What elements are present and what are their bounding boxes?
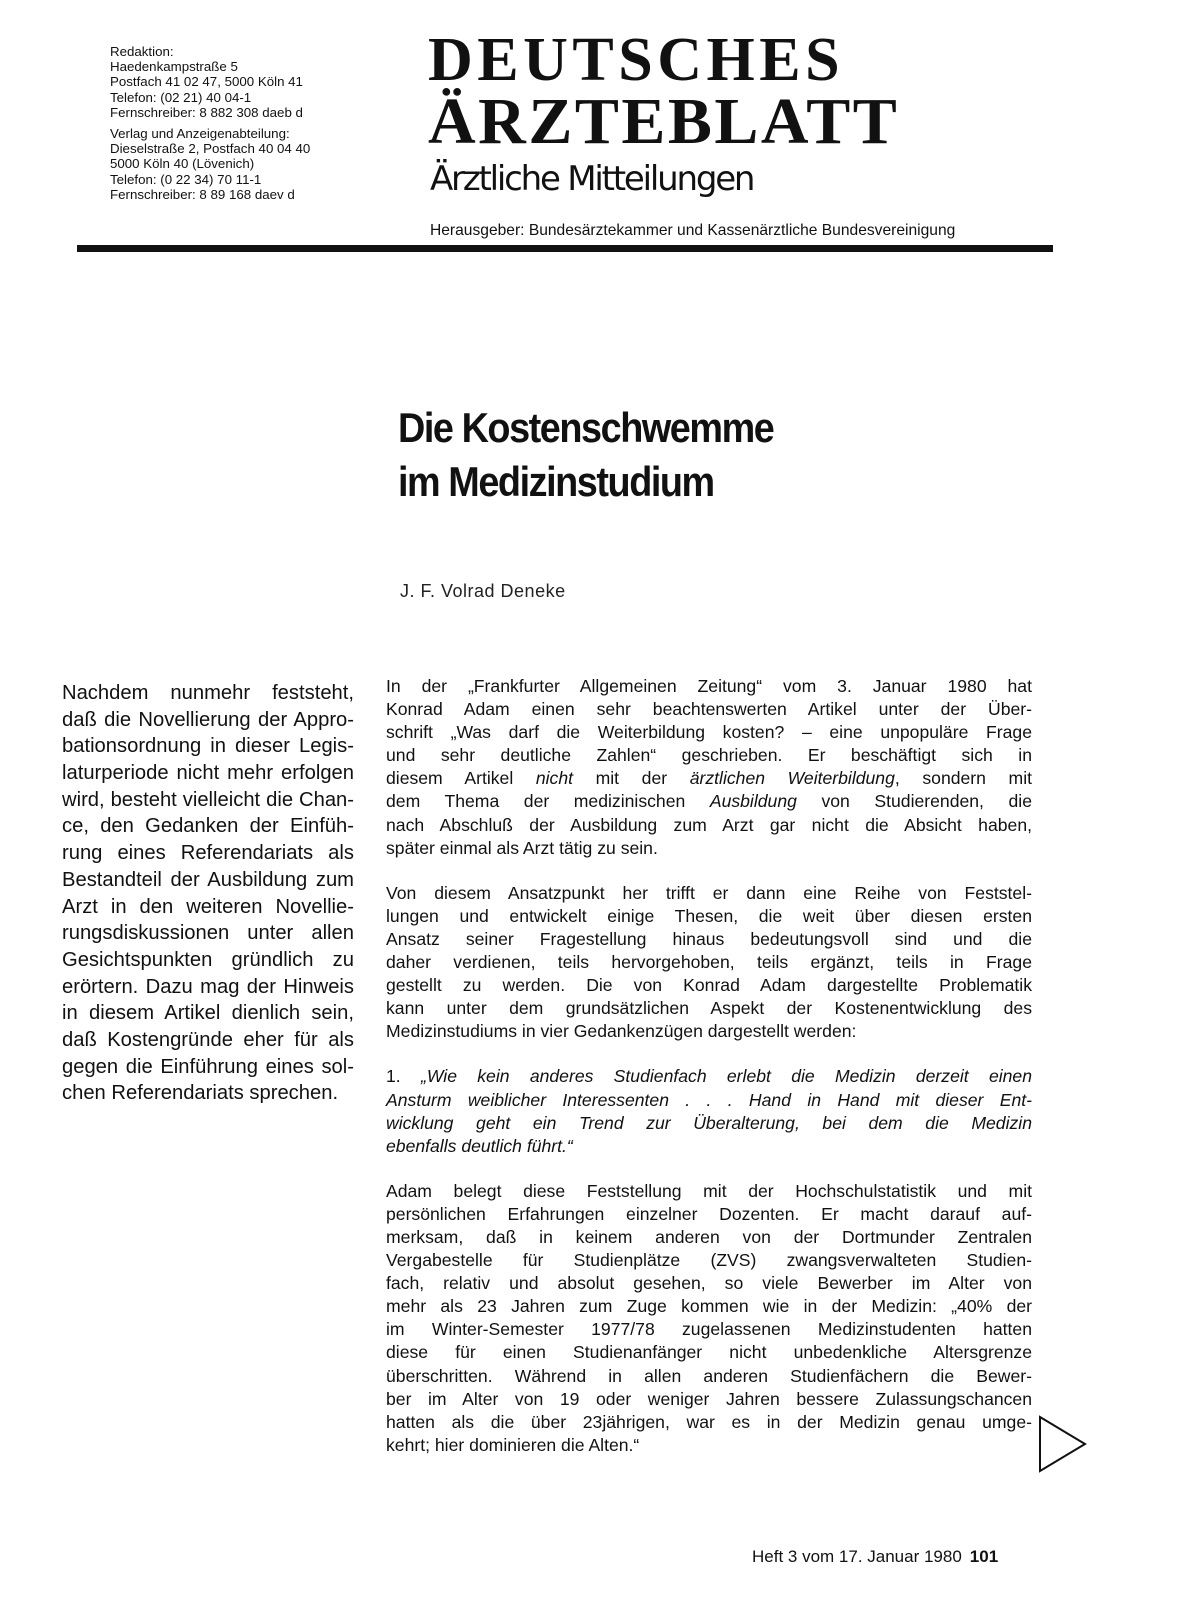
intro-line: erörtern. Dazu mag der Hinweis: [62, 975, 354, 998]
body-paragraph-2: [386, 882, 1032, 1044]
text-run: von Studierenden, die: [796, 791, 1032, 812]
body-line: Medizinstudiums in vier Gedankenzügen dargestellt werden:: [386, 1021, 857, 1042]
address-line: Fernschreiber: 8 882 308 daeb d: [110, 104, 303, 120]
page-footer: [752, 1547, 998, 1567]
body-line: später einmal als Arzt tätig zu sein.: [386, 837, 658, 858]
body-line: merksam, daß in keinem anderen von der Dortmunder Zentralen: [386, 1226, 1032, 1247]
intro-line: Bestandteil der Ausbildung zum: [62, 868, 354, 891]
article-intro: [62, 680, 354, 1107]
body-line: ber im Alter von 19 oder weniger Jahren bessere Zulassungschancen: [386, 1388, 1032, 1409]
address-line: Haedenkampstraße 5: [110, 59, 238, 75]
intro-line: Nachdem nunmehr feststeht,: [62, 682, 354, 704]
article-headline-line2: im Medizinstudium: [398, 458, 714, 505]
body-line: im Winter-Semester 1977/78 zugelassenen Medizinstudenten hatten: [386, 1319, 1032, 1340]
page-number: 101: [969, 1547, 999, 1566]
address-line: Telefon: (02 21) 40 04-1: [110, 89, 252, 105]
body-line: überschritten. Während in allen anderen Studienfächern die Bewer-: [386, 1365, 1032, 1386]
quote-line: [386, 1065, 1032, 1088]
body-line: Von diesem Ansatzpunkt her trifft er dann eine Reihe von Feststel-: [386, 882, 1032, 903]
address-line: Fernschreiber: 8 89 168 daev d: [110, 186, 295, 202]
text-run: , sondern mit: [894, 768, 1033, 789]
article-author: J. F. Volrad Deneke: [400, 581, 566, 601]
intro-line: rungsdiskussionen unter allen: [62, 922, 354, 945]
emphasis-text: nicht: [535, 768, 574, 789]
masthead-subtitle: Ärztliche Mitteilungen: [430, 159, 754, 199]
publishing-address: [110, 126, 410, 202]
emphasis-text: Ausbildung: [709, 791, 797, 812]
intro-line: ce, den Gedanken der Einfüh-: [62, 815, 354, 838]
body-quote: [386, 1065, 1032, 1157]
body-line: kann unter dem grundsätzlichen Aspekt der Kostenentwicklung des: [386, 998, 1032, 1019]
article-headline-line1: Die Kostenschwemme: [398, 404, 774, 451]
text-run: dem Thema der medizinischen: [386, 791, 710, 812]
intro-line: rung eines Referendariats als: [62, 842, 354, 865]
body-line: In der „Frankfurter Allgemeinen Zeitung“ vom 3. Januar 1980 hat: [386, 676, 1032, 696]
text-run: mit der: [573, 768, 690, 789]
body-line: [386, 790, 1032, 813]
intro-line: chen Referendariats sprechen.: [62, 1082, 339, 1105]
address-line: 5000 Köln 40 (Lövenich): [110, 156, 255, 172]
body-line: Ansatz seiner Fragestellung hinaus bedeutungsvoll sind und die: [386, 928, 1032, 949]
body-line: Adam belegt diese Feststellung mit der Hochschulstatistik und mit: [386, 1180, 1032, 1201]
address-line: Postfach 41 02 47, 5000 Köln 41: [110, 74, 303, 90]
intro-line: wird, besteht vielleicht die Chan-: [62, 788, 354, 811]
body-line: hatten als die über 23jährigen, war es in der Medizin genau umge-: [386, 1411, 1032, 1432]
issue-info: Heft 3 vom 17. Januar 1980: [752, 1547, 962, 1566]
address-line: Verlag und Anzeigenabteilung:: [110, 126, 290, 142]
article-body: [386, 675, 1032, 1457]
intro-line: laturperiode nicht mehr erfolgen: [62, 762, 354, 785]
body-paragraph-1: [386, 675, 1032, 860]
quote-line: Ansturm weiblicher Interessenten . . . Hand in Hand mit dieser Ent-: [386, 1089, 1032, 1110]
quote-line: wicklung geht ein Trend zur Überalterung, bei dem die Medizin: [386, 1112, 1032, 1133]
body-line: und sehr deutliche Zahlen“ geschrieben. Er beschäftigt sich in: [386, 745, 1032, 766]
intro-line: Gesichtspunkten gründlich zu: [62, 948, 354, 971]
body-line: [386, 767, 1032, 790]
text-run: diesem Artikel: [386, 768, 536, 789]
body-line: kehrt; hier dominieren die Alten.“: [386, 1434, 640, 1455]
editorial-address: [110, 44, 410, 120]
intro-line: in diesem Artikel dienlich sein,: [62, 1002, 354, 1025]
body-line: persönlichen Erfahrungen einzelner Dozenten. Er macht darauf auf-: [386, 1203, 1032, 1224]
masthead-address: [110, 44, 410, 202]
intro-line: daß die Novellierung der Appro-: [62, 708, 354, 731]
emphasis-text: ärztlichen Weiterbildung: [689, 768, 895, 789]
address-line: Dieselstraße 2, Postfach 40 04 40: [110, 141, 311, 157]
masthead-title-line1: DEUTSCHES: [428, 26, 845, 94]
quote-number: 1.: [386, 1066, 421, 1087]
masthead-divider: [77, 245, 1053, 252]
body-line: mehr als 23 Jahren zum Zuge kommen wie in der Medizin: „40% der: [386, 1296, 1032, 1317]
body-line: Vergabestelle für Studienplätze (ZVS) zwangsverwalteten Studien-: [386, 1250, 1032, 1271]
body-paragraph-3: [386, 1180, 1032, 1457]
quote-line: ebenfalls deutlich führt.“: [386, 1135, 573, 1156]
body-line: nach Abschluß der Ausbildung zum Arzt gar nicht die Absicht haben,: [386, 814, 1032, 835]
body-line: daher verdienen, teils hervorgehoben, teils ergänzt, teils in Frage: [386, 952, 1032, 973]
address-line: Redaktion:: [110, 44, 174, 59]
body-line: gestellt zu werden. Die von Konrad Adam dargestellte Problematik: [386, 975, 1032, 996]
masthead-publisher: Herausgeber: Bundesärztekammer und Kassenärztliche Bundesvereinigung: [430, 222, 956, 239]
intro-line: gegen die Einführung eines sol-: [62, 1055, 354, 1078]
continue-arrow-icon[interactable]: [1038, 1415, 1088, 1473]
text-run: „Wie kein anderes Studienfach erlebt die Medizin derzeit einen: [420, 1066, 1033, 1087]
body-line: lungen und entwickelt einige Thesen, die weit über diesen ersten: [386, 905, 1032, 926]
body-line: diese für einen Studienanfänger nicht unbedenkliche Altersgrenze: [386, 1342, 1032, 1363]
body-line: schrift „Was darf die Weiterbildung kosten? – eine unpopuläre Frage: [386, 722, 1032, 743]
body-line: Konrad Adam einen sehr beachtenswerten Artikel unter der Über-: [386, 699, 1032, 720]
intro-line: bationsordnung in dieser Legis-: [62, 735, 354, 758]
intro-line: Arzt in den weiteren Novellie-: [62, 895, 354, 918]
body-line: fach, relativ und absolut gesehen, so viele Bewerber im Alter von: [386, 1273, 1032, 1294]
address-line: Telefon: (0 22 34) 70 11-1: [110, 171, 262, 187]
intro-line: daß Kostengründe eher für als: [62, 1028, 354, 1051]
masthead-title-line2: ÄRZTEBLATT: [428, 85, 900, 158]
